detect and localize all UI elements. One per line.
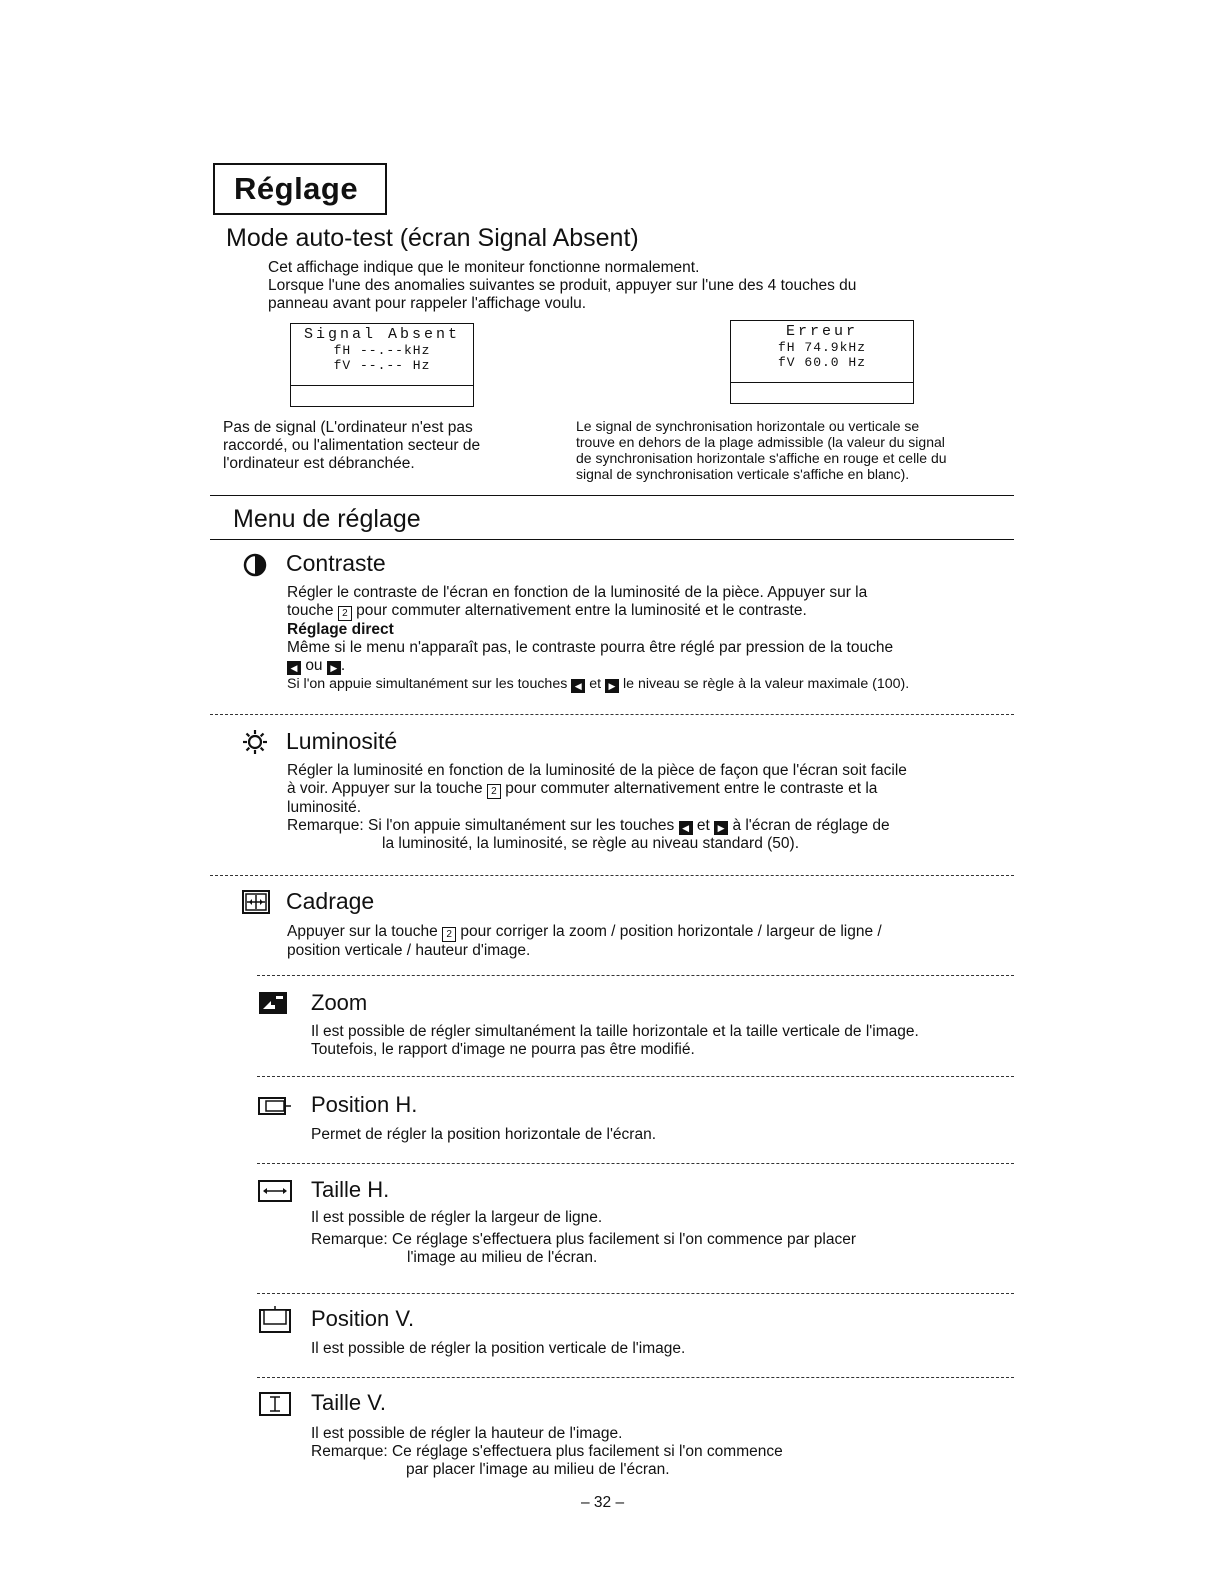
text-line: Remarque: Ce réglage s'effectuera plus facilement si l'on commence par placer	[311, 1231, 856, 1248]
text-line: Régler le contraste de l'écran en fonction de la luminosité de la pièce. Appuyer sur la	[287, 584, 868, 601]
left-key-icon: ◀	[679, 821, 693, 835]
selftest-intro-2: Lorsque l'une des anomalies suivantes se produit, appuyer sur l'une des 4 touches du	[268, 277, 857, 294]
vertical-position-icon	[259, 1306, 291, 1339]
text-line: Il est possible de régler la hauteur de l'image.	[311, 1425, 623, 1442]
text-line: Remarque: Si l'on appuie simultanément sur les touches ◀ et ▶ à l'écran de réglage de	[287, 817, 890, 834]
taillev-title: Taille V.	[311, 1390, 387, 1415]
text-line: la luminosité, la luminosité, se règle au niveau standard (50).	[382, 835, 800, 852]
text-line: Toutefois, le rapport d'image ne pourra pas être modifié.	[311, 1041, 695, 1058]
contraste-text	[287, 584, 909, 693]
text-line: à voir. Appuyer sur la touche 2 pour commuter alternativement entre le contraste et la	[287, 780, 878, 797]
contraste-title: Contraste	[286, 550, 386, 576]
tailleh-text	[311, 1209, 856, 1267]
caption-error	[576, 418, 1016, 482]
page-number: – 32 –	[581, 1494, 625, 1511]
zoom-title: Zoom	[311, 990, 368, 1015]
caption-line: raccordé, ou l'alimentation secteur de	[223, 437, 481, 454]
tailleh-title: Taille H.	[311, 1177, 390, 1202]
caption-line: Pas de signal (L'ordinateur n'est pas	[223, 419, 473, 436]
caption-no-signal	[223, 419, 543, 473]
caption-line: de synchronisation horizontale s'affiche en rouge et celle du	[576, 450, 947, 466]
osd-fh: fH 74.9kHz	[777, 340, 866, 355]
left-key-icon: ◀	[287, 661, 301, 675]
text-line: luminosité.	[287, 799, 362, 816]
divider	[257, 1163, 1014, 1164]
osd-bar	[291, 385, 473, 406]
horizontal-size-icon	[258, 1180, 292, 1207]
text-line: par placer l'image au milieu de l'écran.	[406, 1461, 670, 1478]
posh-text: Permet de régler la position horizontale de l'écran.	[311, 1126, 657, 1143]
divider	[257, 1076, 1014, 1077]
divider	[210, 714, 1014, 715]
right-key-icon: ▶	[714, 821, 728, 835]
contrast-icon	[243, 553, 267, 582]
posv-text: Il est possible de régler la position verticale de l'image.	[311, 1340, 686, 1357]
signal-absent-screen	[290, 323, 474, 407]
direct-label: Réglage direct	[287, 621, 394, 638]
selftest-heading: Mode auto-test (écran Signal Absent)	[226, 224, 639, 252]
key-2-icon: 2	[338, 606, 352, 621]
osd-title: Erreur	[785, 323, 858, 340]
text-line: Si l'on appuie simultanément sur les touches ◀ et ▶ le niveau se règle à la valeur maximale (100).	[287, 676, 910, 692]
text-line: l'image au milieu de l'écran.	[407, 1249, 598, 1266]
divider	[257, 975, 1014, 976]
text-line: touche 2 pour commuter alternativement entre la luminosité et le contraste.	[287, 602, 807, 619]
key-2-icon: 2	[442, 927, 456, 942]
luminosite-title: Luminosité	[286, 728, 398, 754]
caption-line: trouve en dehors de la plage admissible (la valeur du signal	[576, 434, 945, 450]
caption-line: signal de synchronisation verticale s'affiche en blanc).	[576, 466, 910, 482]
erreur-screen	[730, 320, 914, 404]
osd-fv: fV --.-- Hz	[333, 358, 431, 373]
divider	[257, 1377, 1014, 1378]
vertical-size-icon	[259, 1392, 291, 1421]
zoom-text	[311, 1023, 919, 1059]
divider	[210, 875, 1014, 876]
osd-title: Signal Absent	[303, 326, 461, 343]
caption-line: l'ordinateur est débranchée.	[223, 455, 415, 472]
osd-fv: fV 60.0 Hz	[777, 355, 866, 370]
text-line: ◀ ou ▶ .	[287, 657, 909, 675]
posh-title: Position H.	[311, 1092, 418, 1117]
caption-line: Le signal de synchronisation horizontale ou verticale se	[576, 418, 920, 434]
framing-icon	[242, 890, 270, 919]
text-line: Il est possible de régler la largeur de ligne.	[311, 1209, 603, 1226]
right-key-icon: ▶	[327, 661, 341, 675]
divider	[210, 495, 1014, 496]
page-title-box	[213, 163, 387, 215]
text-line: Même si le menu n'apparaît pas, le contraste pourra être réglé par pression de la touche	[287, 639, 894, 656]
osd-fh: fH --.--kHz	[333, 343, 431, 358]
text-line: Remarque: Ce réglage s'effectuera plus facilement si l'on commence	[311, 1443, 783, 1460]
right-key-icon: ▶	[605, 679, 619, 693]
osd-bar	[731, 382, 913, 403]
divider	[210, 539, 1014, 540]
selftest-intro-3: panneau avant pour rappeler l'affichage voulu.	[268, 295, 587, 312]
text-line: Régler la luminosité en fonction de la luminosité de la pièce de façon que l'écran soit facile	[287, 762, 907, 779]
left-key-icon: ◀	[571, 679, 585, 693]
text-line: Il est possible de régler simultanément la taille horizontale et la taille verticale de l'image.	[311, 1023, 919, 1040]
zoom-icon	[259, 992, 287, 1019]
text-line: Appuyer sur la touche 2 pour corriger la zoom / position horizontale / largeur de ligne /	[287, 923, 882, 940]
luminosite-text	[287, 762, 907, 853]
cadrage-text	[287, 923, 882, 960]
divider	[257, 1293, 1014, 1294]
brightness-icon	[242, 729, 268, 760]
text-line: position verticale / hauteur d'image.	[287, 942, 531, 959]
menu-heading: Menu de réglage	[233, 505, 421, 533]
horizontal-position-icon	[258, 1096, 292, 1121]
taillev-text	[311, 1425, 783, 1479]
posv-title: Position V.	[311, 1306, 415, 1331]
key-2-icon: 2	[487, 784, 501, 799]
selftest-intro-1: Cet affichage indique que le moniteur fonctionne normalement.	[268, 259, 700, 276]
page-title: Réglage	[234, 171, 359, 206]
cadrage-title: Cadrage	[286, 888, 375, 914]
